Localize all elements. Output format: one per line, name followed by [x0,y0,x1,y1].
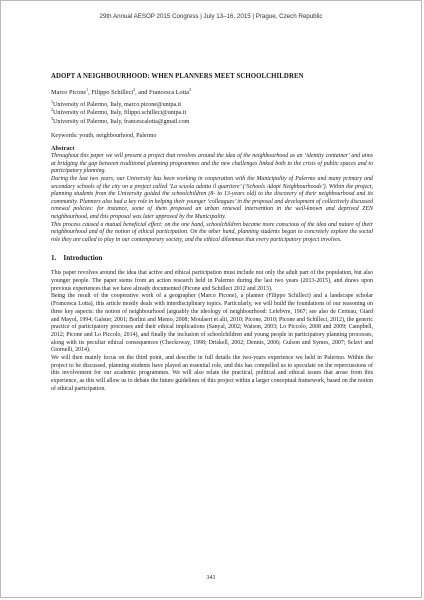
abstract-heading: Abstract [51,145,75,153]
affiliation-sup: 3 [51,115,53,121]
body-paragraph: This paper revolves around the idea that active and ethical participation must include not only the adult part of the population, but also younger people. The paper stems from an action research held in Palermo during the last two years (2013-2015), and draws upon previous experiences that we have already documented (Picone and Schilleci 2012 and 2013). [51,270,373,292]
body-paragraph: We will then mainly focus on the third point, and describe in full details the two-years experience we held in Palermo. Within the project to be discussed, planning students have played an essential role, and this has compelled us to speculate on the repercussions of this involvement for our academic programmes. We will also relate the practical, political and ethical issues that arose from this experience, as this will allow us to debate the future guidelines of this project within a larger conceptual framework, based on the notion of ethical participation. [51,355,373,392]
author-name: Marco Picone [51,89,87,96]
affiliation-line [51,115,373,126]
author-name: Francesca Lotta [148,89,189,96]
running-head: 29th Annual AESOP 2015 Congress | July 13–16, 2015 | Prague, Czech Republic [99,13,323,20]
abstract-paragraph: Throughout this paper we will present a project that revolves around the idea of the neighbourhood as an ‘identity container’ and aims at bridging the gap between traditional planning programmes and the new challenges linked both to the crisis of public spaces and to participatory planning. [51,153,373,175]
affiliation-line [51,109,373,117]
section-title: Introduction [63,254,103,263]
keywords: Keywords: youth, neighbourhood, Palermo [51,133,157,140]
author-name: Filippo Schilleci [91,89,134,96]
author-sup: 1 [86,86,89,92]
section-body [51,270,373,393]
section-heading [51,254,373,262]
affiliation-text: University of Palermo, Italy, filippo.schilleci@unipa.it [53,110,187,117]
affiliation-text: University of Palermo, Italy, francescalotta@gmail.com [53,118,190,125]
author-separator: , [88,89,92,96]
paper-title: ADOPT A NEIGHBOURHOOD: WHEN PLANNERS MEET SCHOOLCHILDREN [51,73,304,80]
affiliation-list [51,98,373,126]
affiliation-sup: 2 [51,107,53,113]
affiliation-text: University of Palermo, Italy, marco.picone@unipa.it [53,102,182,108]
page-number: 341 [206,574,216,581]
affiliation-sup: 1 [51,98,53,104]
author-separator: , and [135,89,149,96]
abstract-paragraph: This process caused a mutual beneficial effect: on the one hand, schoolchildren became more conscious of the idea and nature of their neighbourhood and of the notion of ethical participation. On the other hand, planning students began to concretely explore the social role they are called to play in our contemporary society, and the ethical dilemmas that every participatory project involves. [51,221,373,243]
body-paragraph: Being the result of the cooperative work of a geographer (Marco Picone), a planner (Filippo Schilleci) and a landscape scholar (Francesca Lotta), this article mostly deals with interdisciplinary topics. Particularly, we will build the foundations of our reasoning on three key aspects: the notion of neighbourhood (arguably the ideology of neighbourhood: Lefebvre, 1967; see also de Certeau, Giard and Mayol, 1994; Galster, 2001; Borlini and Memo, 2008; Moulaert et alii, 2010; Picone, 2010; Picone and Schilleci, 2012), the generic practice of participatory processes and their ethical implications (Sanyal, 2002; Watson, 2003; Lo Piccolo, 2008 and 2009; Campbell, 2012; Picone and Lo Piccolo, 2014), and finally the inclusion of schoolchildren and young people in participatory planning processes, along with its peculiar ethical consequences (Checkoway, 1998; Driskell, 2002; Dennis, 2006; Gulson and Symes, 2007; Sclavi and Giornelli, 2014). [51,293,373,354]
abstract [51,145,373,244]
paper-content [51,73,373,394]
author-sup: 3 [189,86,191,92]
section-number: 1. [51,254,57,263]
author-list [51,86,373,96]
abstract-paragraph: During the last two years, our University has been working in cooperation with the Municipality of Palermo and many primary and secondary schools of the city on a project called ‘La scuola adotta il quartiere’ (‘Schools Adopt Neighbourhoods’). Within the project, planning students from the University guided the schoolchildren (8- to 13-years old) to the discovery of their neighbourhood and its community. Planners also had a key role in helping their younger ‘colleagues’ in the proposal and development of collectively discussed renewal policies: for instance, some of them proposed an urban renewal intervention in the well-known and deprived ZEN neighbourhood, and this proposal was later approved by the Municipality. [51,176,373,220]
affiliation-line [51,98,373,109]
author-sup: 2 [133,86,136,92]
